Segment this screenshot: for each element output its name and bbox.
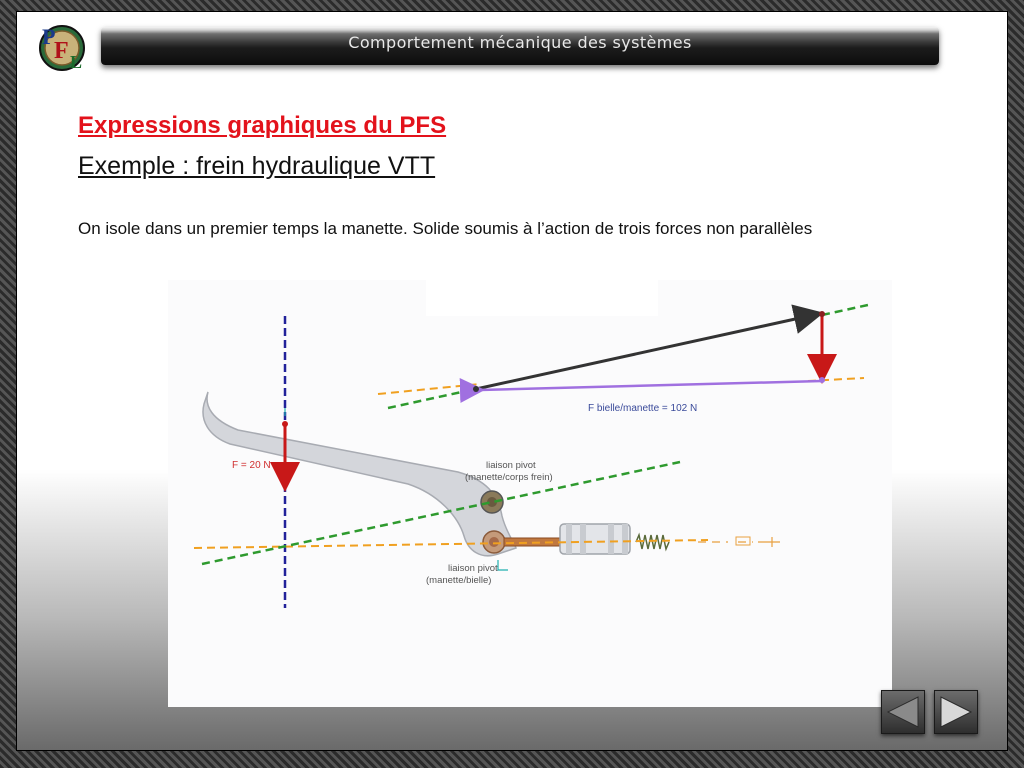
pivot-bielle-label-1: liaison pivot	[448, 563, 498, 574]
bielle-direction-line	[194, 540, 708, 548]
slide-title: Comportement mécanique des systèmes	[348, 33, 692, 52]
applied-force-label: F = 20 N	[232, 460, 271, 471]
triangle-left-icon	[882, 691, 924, 733]
brake-lever-diagram	[168, 280, 892, 707]
triangle-right-icon	[935, 691, 977, 733]
bielle-force-label: F bielle/manette = 102 N	[588, 403, 698, 414]
section-subheading: Exemple : frein hydraulique VTT	[78, 152, 436, 180]
section-heading: Expressions graphiques du PFS	[78, 112, 447, 139]
pivot-frame-label-2: (manette/corps frein)	[465, 472, 553, 483]
description-text: On isole dans un premier temps la manette. Solide soumis à l’action de trois forces non parallèles	[78, 219, 813, 238]
svg-text:P: P	[42, 24, 56, 49]
bielle-force-vector	[480, 381, 822, 390]
previous-slide-button[interactable]	[881, 690, 925, 734]
svg-text:F: F	[54, 38, 69, 64]
pivot-frame-label-1: liaison pivot	[486, 460, 536, 471]
blank-label-area	[426, 280, 658, 316]
pivot-bielle-label-2: (manette/bielle)	[426, 575, 492, 586]
title-bar	[101, 27, 939, 65]
pivot-force-vector	[476, 314, 818, 389]
next-slide-button[interactable]	[934, 690, 978, 734]
svg-text:L: L	[70, 52, 83, 72]
pfl-logo	[36, 18, 92, 74]
